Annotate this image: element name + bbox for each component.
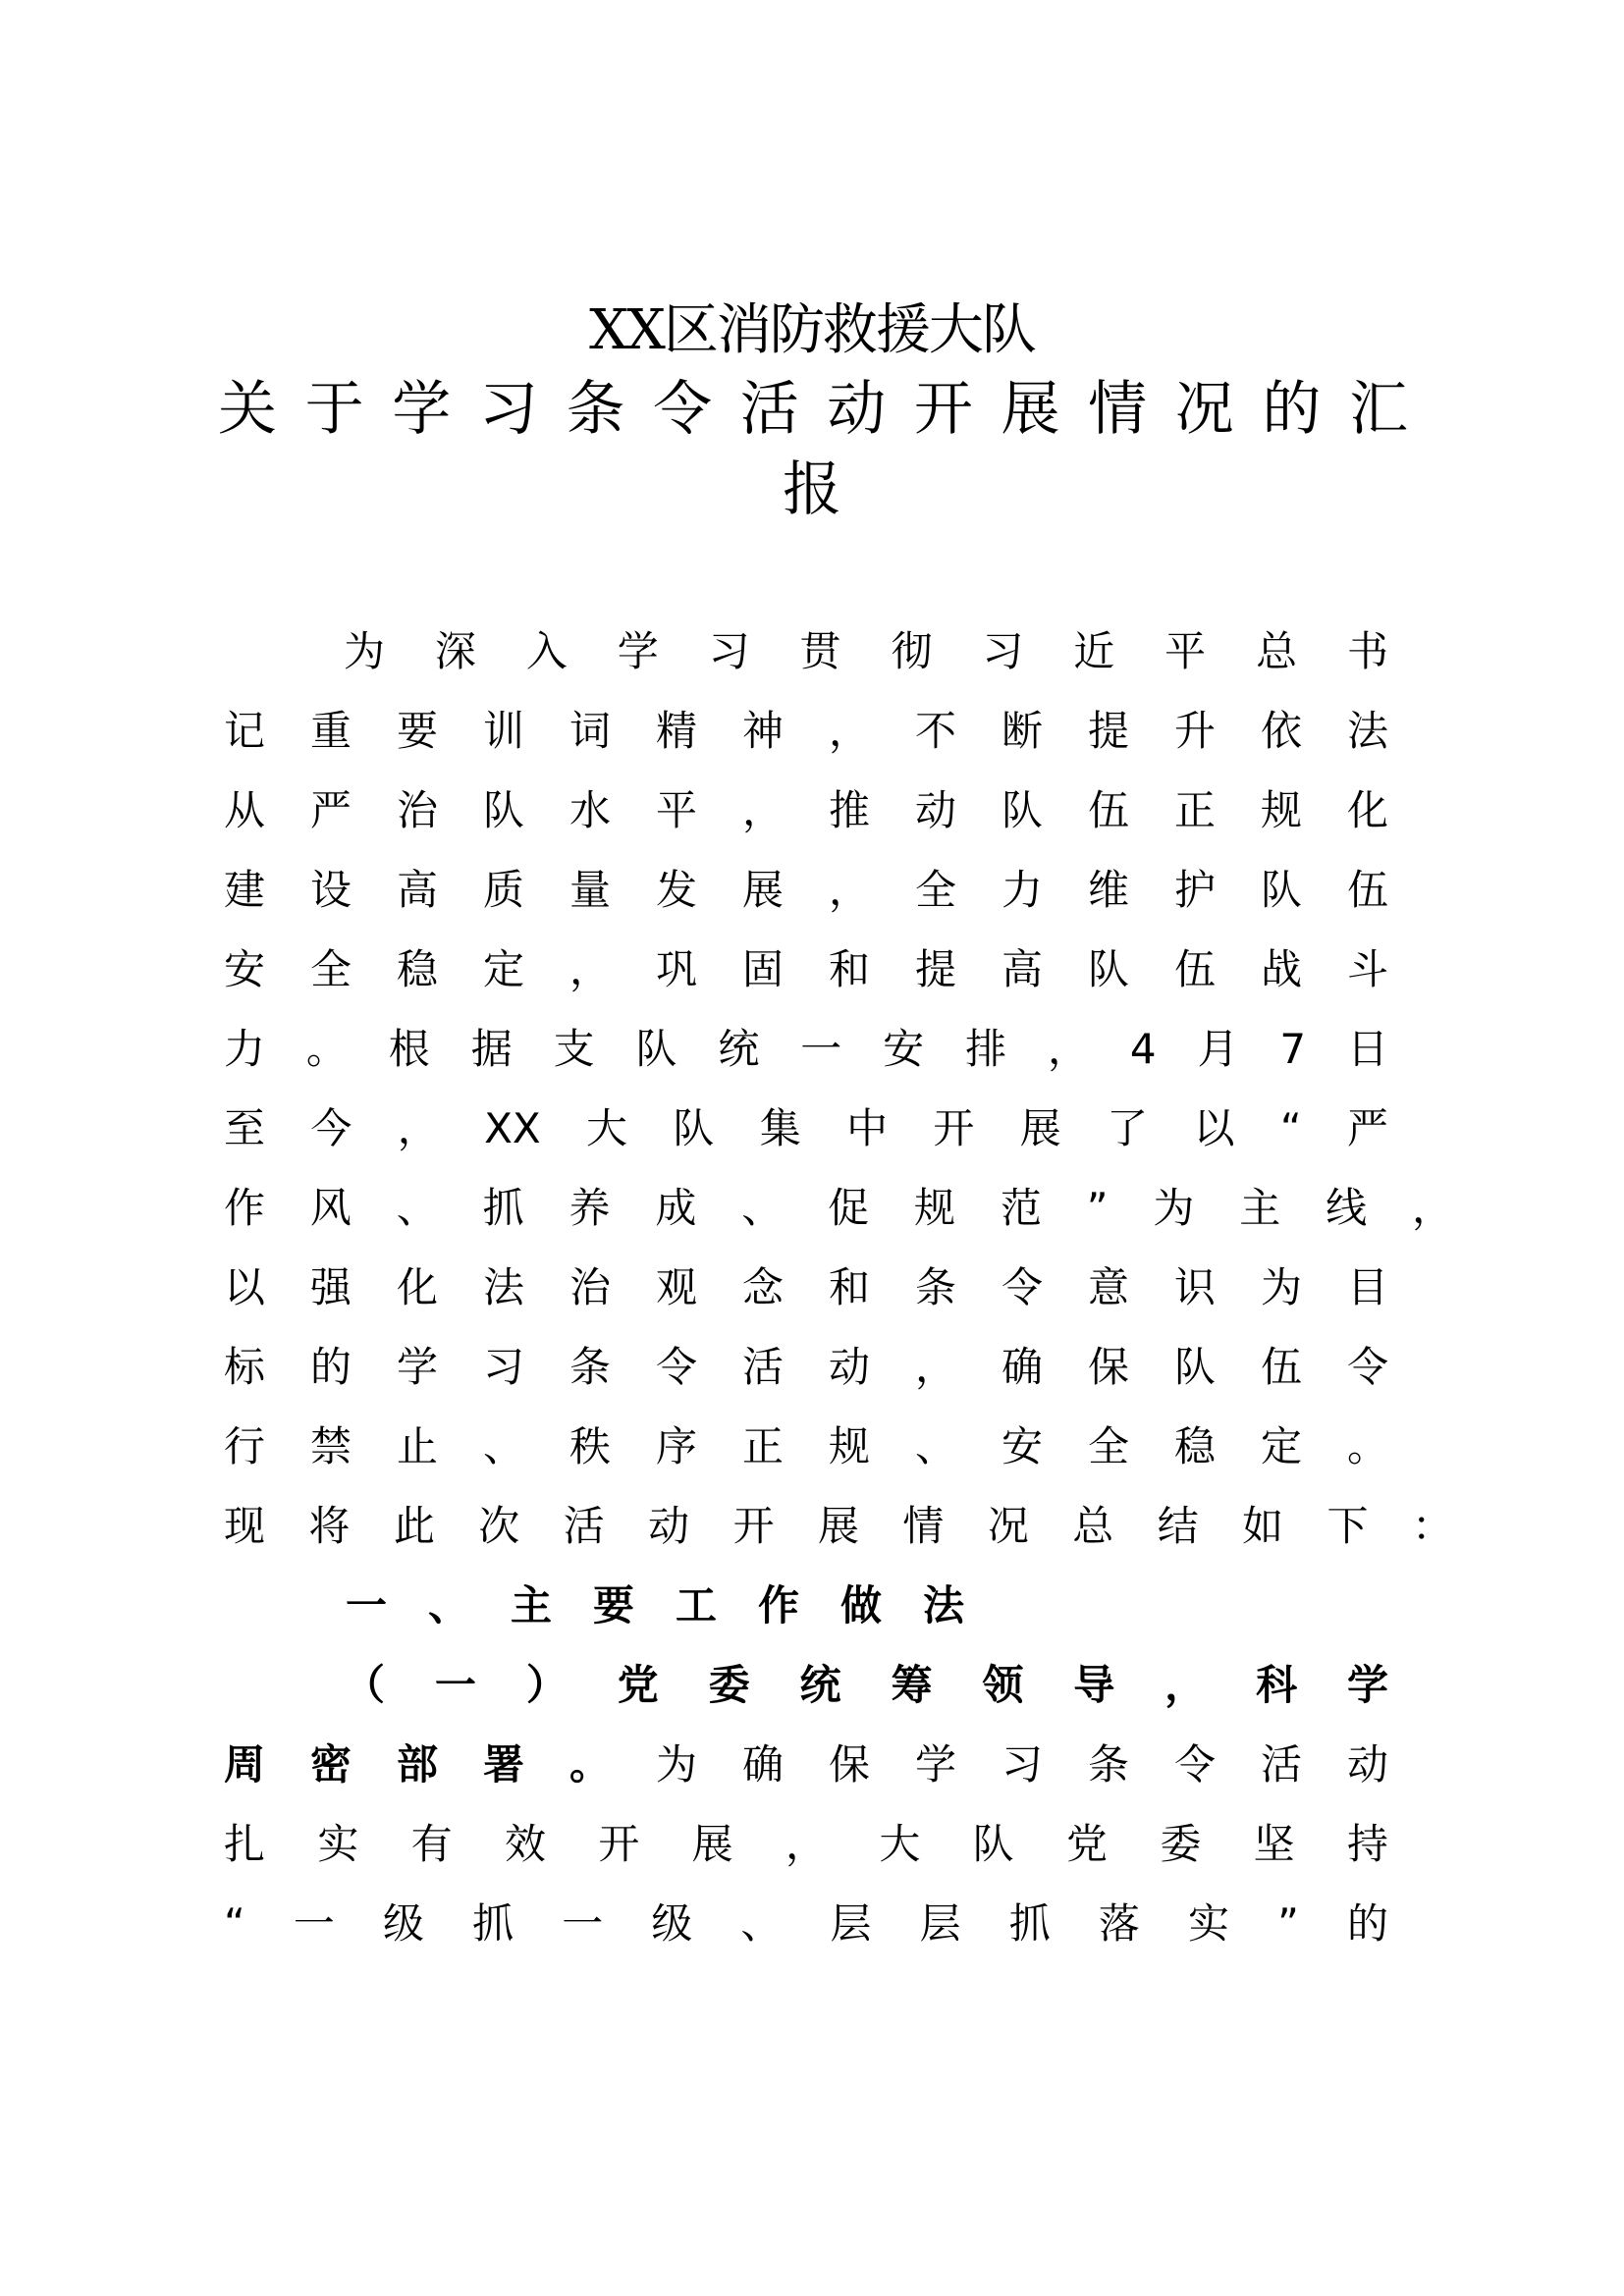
paragraph-line: 行禁止、秩序正规、安全稳定。 <box>224 1422 1388 1470</box>
subsection-heading-end: 周密部署。 <box>224 1740 656 1789</box>
subsection-heading: （一）党委统筹领导，科学 <box>344 1661 1388 1709</box>
paragraph-line: 为深入学习贯彻习近平总书 <box>344 627 1388 675</box>
subsection-text-start: 为确保学习条令活动 <box>656 1740 1388 1789</box>
paragraph-line: 标的学习条令活动，确保队伍令 <box>224 1343 1388 1391</box>
document-title-main-continued: 报 <box>783 455 841 524</box>
paragraph-line: 扎实有效开展，大队党委坚持 <box>224 1820 1388 1868</box>
paragraph-line: 以强化法治观念和条令意识为目 <box>224 1263 1388 1311</box>
document-title-main: 关于学习条令活动开展情况的汇 <box>218 375 1408 444</box>
paragraph-line: 记重要训词精神，不断提升依法 <box>224 707 1388 755</box>
paragraph-line: 现将此次活动开展情况总结如下： <box>224 1502 1453 1550</box>
paragraph-line: 安全稳定，巩固和提高队伍战斗 <box>224 945 1388 993</box>
document-title-unit: XX区消防救援大队 <box>589 298 1035 362</box>
subsection-heading-continued <box>224 1726 1388 1804</box>
paragraph-line: 从严治队水平，推动队伍正规化 <box>224 786 1388 834</box>
paragraph-line: “一级抓一级、层层抓落实”的 <box>224 1899 1388 1948</box>
paragraph-line: 建设高质量发展，全力维护队伍 <box>224 866 1388 914</box>
paragraph-line: 力。根据支队统一安排，4月7日 <box>224 1025 1388 1073</box>
section-heading: 一、主要工作做法 <box>346 1581 964 1629</box>
paragraph-line: 作风、抓养成、促规范”为主线， <box>224 1184 1453 1232</box>
paragraph-line: 至今，XX大队集中开展了以“严 <box>224 1104 1388 1152</box>
